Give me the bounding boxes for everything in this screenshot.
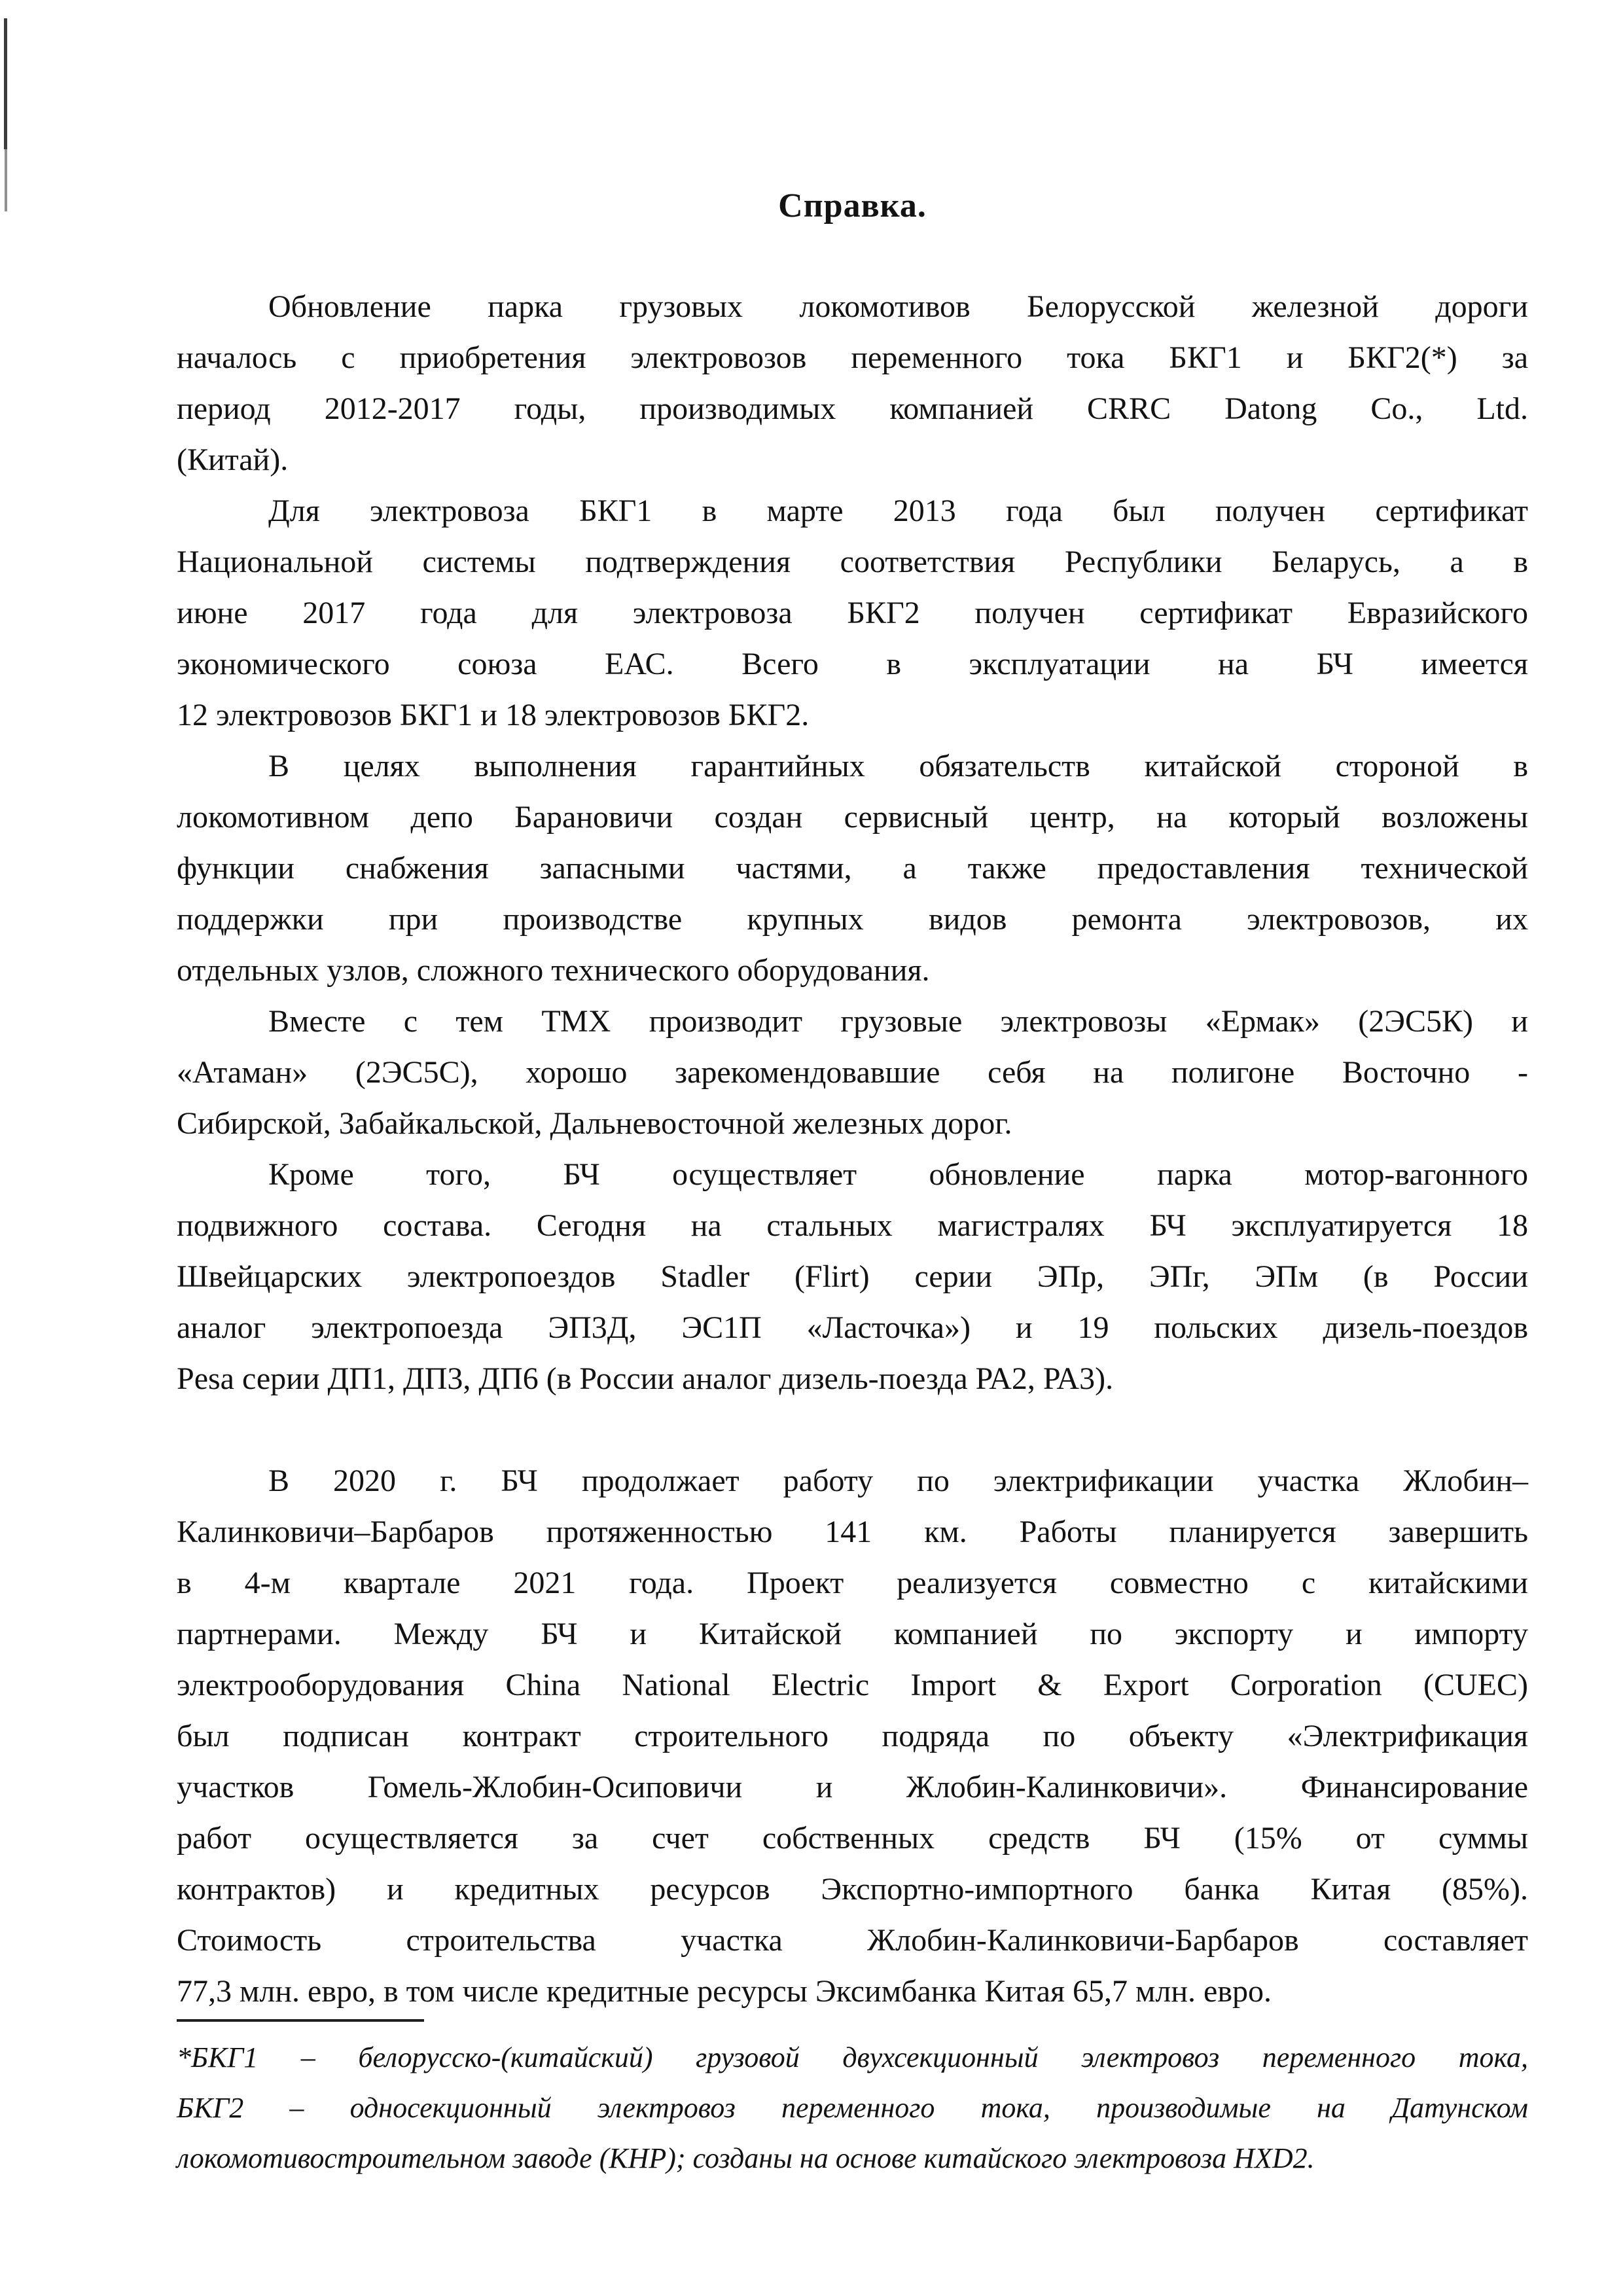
text-line: электрооборудования China National Electric Import & Export Corporation (CUEC)	[177, 1668, 1528, 1702]
text-line: 77,3 млн. евро, в том числе кредитные ресурсы Эксимбанка Китая 65,7 млн. евро.	[177, 1974, 1272, 2009]
text-line: экономического союза ЕАС. Всего в эксплуатации на БЧ имеется	[177, 647, 1528, 681]
text-line: июне 2017 года для электровоза БКГ2 получен сертификат Евразийского	[177, 596, 1528, 630]
text-line: Национальной системы подтверждения соответствия Республики Беларусь, а в	[177, 545, 1528, 579]
footnote-separator	[177, 2019, 424, 2022]
text-line: контрактов) и кредитных ресурсов Экспортно-импортного банка Китая (85%).	[177, 1872, 1528, 1907]
text-line: локомотивном депо Барановичи создан сервисный центр, на который возложены	[177, 800, 1528, 834]
paragraph	[177, 741, 1528, 996]
scan-edge-artifact	[4, 18, 7, 149]
text-line: был подписан контракт строительного подряда по объекту «Электрификация	[177, 1719, 1528, 1753]
text-line: поддержки при производстве крупных видов ремонта электровозов, их	[177, 902, 1528, 937]
text-line: Сибирской, Забайкальской, Дальневосточной железных дорог.	[177, 1106, 1012, 1141]
paragraphs	[177, 281, 1528, 2017]
text-line: В 2020 г. БЧ продолжает работу по электрификации участка Жлобин–	[268, 1463, 1528, 1498]
text-line: 12 электровозов БКГ1 и 18 электровозов БКГ2.	[177, 698, 810, 732]
text-line: В целях выполнения гарантийных обязательств китайской стороной в	[268, 749, 1528, 783]
text-line: участков Гомель-Жлобин-Осиповичи и Жлобин-Калинковичи». Финансирование	[177, 1770, 1528, 1804]
paragraph	[177, 1456, 1528, 2017]
text-line: партнерами. Между БЧ и Китайской компанией по экспорту и импорту	[177, 1617, 1528, 1651]
paragraph	[177, 996, 1528, 1149]
text-line: отдельных узлов, сложного технического оборудования.	[177, 953, 930, 988]
text-line: (Китай).	[177, 442, 289, 477]
paragraph	[177, 281, 1528, 486]
scan-edge-artifact-faint	[5, 149, 7, 211]
text-line: Обновление парка грузовых локомотивов Белорусской железной дороги	[268, 289, 1528, 324]
paragraph	[177, 1149, 1528, 1405]
text-line: в 4-м квартале 2021 года. Проект реализуется совместно с китайскими	[177, 1566, 1528, 1600]
footnote-line: БКГ2 – односекционный электровоз переменного тока, производимые на Датунском	[177, 2092, 1528, 2124]
footnote-line: локомотивостроительном заводе (КНР); созданы на основе китайского электровоза HXD2.	[177, 2142, 1315, 2174]
text-line: Вместе с тем ТМХ производит грузовые электровозы «Ермак» (2ЭС5К) и	[268, 1004, 1528, 1039]
text-line: работ осуществляется за счет собственных средств БЧ (15% от суммы	[177, 1821, 1528, 1856]
footnote-line: *БКГ1 – белорусско-(китайский) грузовой двухсекционный электровоз переменного тока,	[177, 2041, 1528, 2073]
paragraph	[177, 486, 1528, 741]
page-title: Справка.	[778, 187, 927, 224]
text-line: аналог электропоезда ЭП3Д, ЭС1П «Ласточка») и 19 польских дизель-поездов	[177, 1310, 1528, 1345]
text-line: Кроме того, БЧ осуществляет обновление парка мотор-вагонного	[268, 1157, 1528, 1192]
text-line: началось с приобретения электровозов переменного тока БКГ1 и БКГ2(*) за	[177, 340, 1528, 375]
document-content	[177, 187, 1528, 2017]
text-line: Для электровоза БКГ1 в марте 2013 года был получен сертификат	[268, 493, 1528, 528]
footnote-text	[177, 2032, 1528, 2183]
text-line: подвижного состава. Сегодня на стальных магистралях БЧ эксплуатируется 18	[177, 1208, 1528, 1243]
text-line: Pesa серии ДП1, ДП3, ДП6 (в России аналог дизель-поезда РА2, РА3).	[177, 1361, 1114, 1396]
text-line: Стоимость строительства участка Жлобин-Калинковичи-Барбаров составляет	[177, 1923, 1528, 1958]
text-line: Калинковичи–Барбаров протяженностью 141 км. Работы планируется завершить	[177, 1515, 1528, 1549]
text-line: функции снабжения запасными частями, а также предоставления технической	[177, 851, 1528, 886]
text-line: период 2012-2017 годы, производимых компанией CRRC Datong Co., Ltd.	[177, 391, 1528, 426]
text-line: Швейцарских электропоездов Stadler (Flirt) серии ЭПр, ЭПг, ЭПм (в России	[177, 1259, 1528, 1294]
text-line: «Атаман» (2ЭС5С), хорошо зарекомендовавшие себя на полигоне Восточно -	[177, 1055, 1528, 1090]
footnote	[177, 2019, 1528, 2183]
